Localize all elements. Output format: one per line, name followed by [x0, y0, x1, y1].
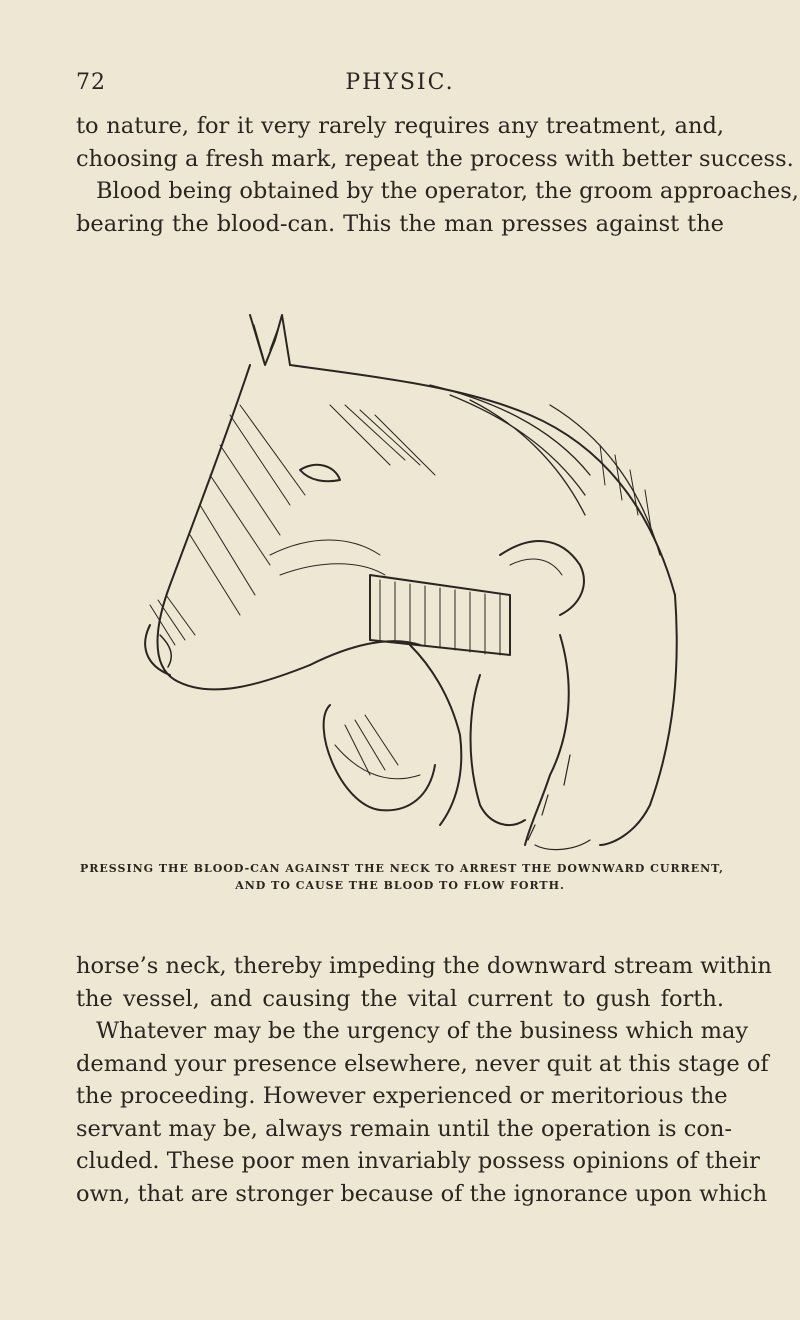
text-line: horse’s neck, thereby impeding the downward stream within	[76, 953, 772, 979]
paragraph-top	[76, 110, 799, 240]
text-line: bearing the blood-can. This the man presses against the	[76, 210, 724, 237]
page-header	[76, 70, 724, 106]
text-line: to nature, for it very rarely requires any treatment, and,	[76, 113, 724, 139]
text-line: Blood being obtained by the operator, the groom approaches,	[96, 178, 799, 204]
horse-bloodletting-illustration	[130, 305, 686, 853]
text-line: own, that are stronger because of the ignorance upon which	[76, 1180, 768, 1207]
text-line: Whatever may be the urgency of the business which may	[96, 1018, 749, 1044]
text-line: the proceeding. However experienced or meritorious the	[76, 1083, 728, 1109]
text-line: the vessel, and causing the vital current to gush forth.	[76, 985, 724, 1012]
caption-line: AND TO CAUSE THE BLOOD TO FLOW FORTH.	[235, 879, 565, 892]
figure-caption	[80, 860, 724, 894]
text-line: servant may be, always remain until the operation is con-	[76, 1115, 732, 1142]
text-line: demand your presence elsewhere, never quit at this stage of	[76, 1050, 769, 1077]
running-title: PHYSIC.	[345, 70, 455, 95]
paragraph-bottom	[76, 950, 772, 1210]
page-number: 72	[76, 70, 106, 95]
text-line: choosing a fresh mark, repeat the process with better success.	[76, 145, 794, 172]
caption-line: PRESSING THE BLOOD-CAN AGAINST THE NECK TO ARREST THE DOWNWARD CURRENT,	[80, 862, 724, 875]
text-line: cluded. These poor men invariably possess opinions of their	[76, 1148, 760, 1174]
